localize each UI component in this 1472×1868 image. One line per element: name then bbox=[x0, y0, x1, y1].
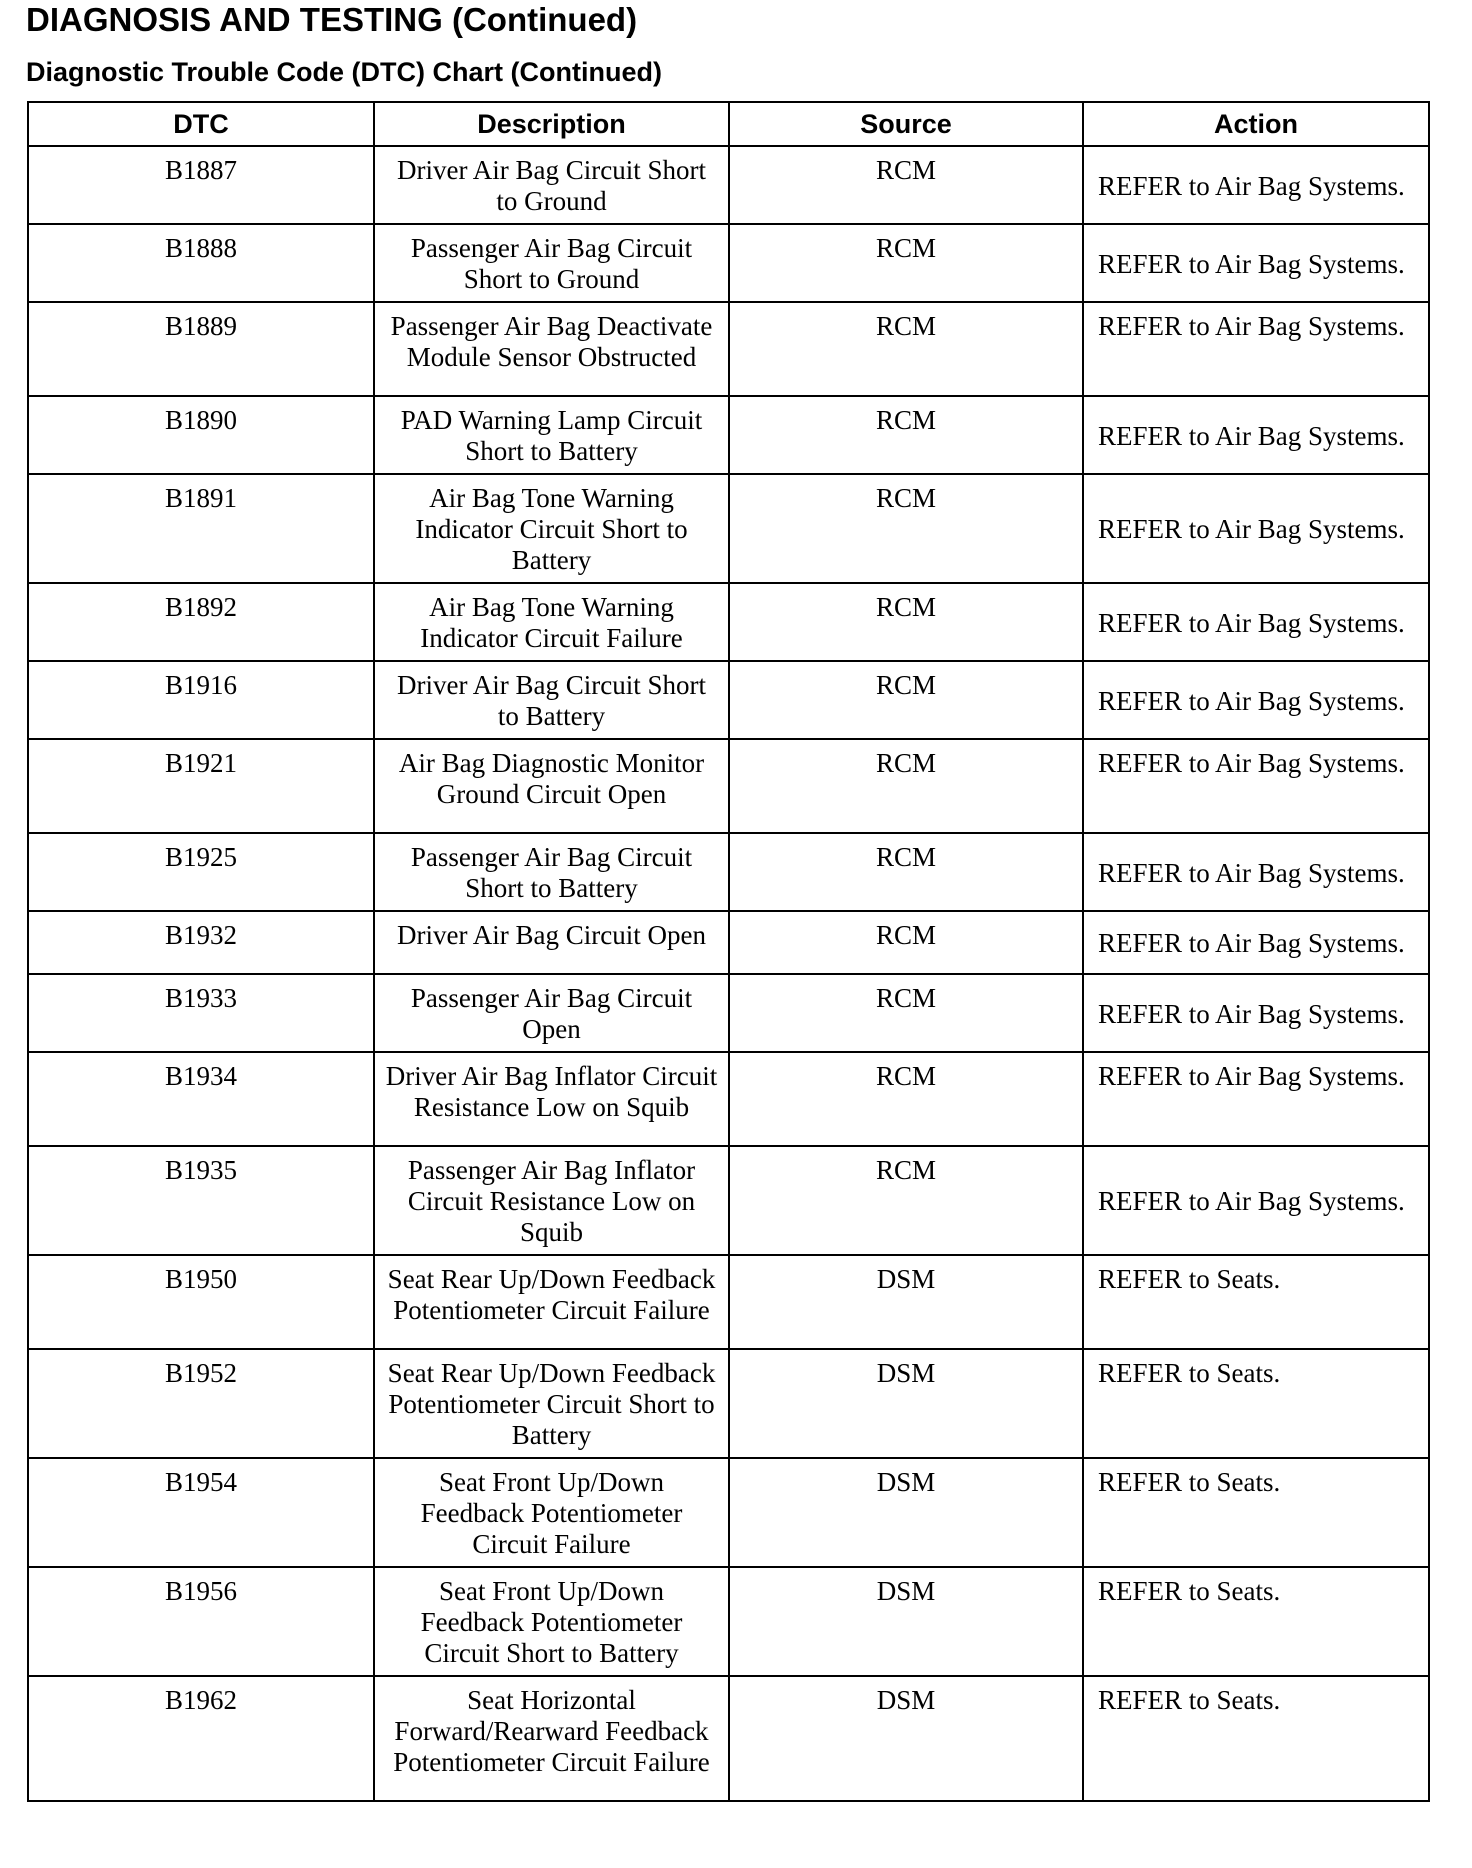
dtc-source: RCM bbox=[729, 974, 1083, 1052]
column-header-dtc: DTC bbox=[28, 102, 374, 146]
dtc-description: Air Bag Tone Warning Indicator Circuit Short to Battery bbox=[374, 474, 729, 583]
dtc-description: Air Bag Tone Warning Indicator Circuit Failure bbox=[374, 583, 729, 661]
table-row bbox=[28, 974, 1429, 1052]
dtc-source: DSM bbox=[729, 1255, 1083, 1349]
dtc-chart-table bbox=[27, 101, 1430, 1802]
dtc-description: Passenger Air Bag Deactivate Module Sensor Obstructed bbox=[374, 302, 729, 396]
table-row bbox=[28, 661, 1429, 739]
table-row bbox=[28, 1676, 1429, 1801]
dtc-source: RCM bbox=[729, 739, 1083, 833]
dtc-action: REFER to Air Bag Systems. bbox=[1083, 302, 1429, 396]
dtc-action: REFER to Seats. bbox=[1083, 1255, 1429, 1349]
dtc-description: Passenger Air Bag Circuit Short to Ground bbox=[374, 224, 729, 302]
table-row bbox=[28, 1458, 1429, 1567]
dtc-code: B1952 bbox=[28, 1349, 374, 1458]
dtc-source: RCM bbox=[729, 474, 1083, 583]
dtc-action: REFER to Air Bag Systems. bbox=[1083, 911, 1429, 974]
dtc-description: Driver Air Bag Circuit Short to Ground bbox=[374, 146, 729, 224]
dtc-code: B1921 bbox=[28, 739, 374, 833]
dtc-code: B1962 bbox=[28, 1676, 374, 1801]
dtc-code: B1954 bbox=[28, 1458, 374, 1567]
dtc-action: REFER to Air Bag Systems. bbox=[1083, 1052, 1429, 1146]
dtc-source: RCM bbox=[729, 396, 1083, 474]
dtc-code: B1916 bbox=[28, 661, 374, 739]
dtc-description: Passenger Air Bag Inflator Circuit Resistance Low on Squib bbox=[374, 1146, 729, 1255]
dtc-description: Driver Air Bag Circuit Short to Battery bbox=[374, 661, 729, 739]
dtc-action: REFER to Air Bag Systems. bbox=[1083, 474, 1429, 583]
table-row bbox=[28, 1052, 1429, 1146]
dtc-source: RCM bbox=[729, 302, 1083, 396]
dtc-code: B1891 bbox=[28, 474, 374, 583]
dtc-source: DSM bbox=[729, 1458, 1083, 1567]
dtc-code: B1956 bbox=[28, 1567, 374, 1676]
dtc-action: REFER to Seats. bbox=[1083, 1349, 1429, 1458]
dtc-code: B1950 bbox=[28, 1255, 374, 1349]
table-header-row bbox=[28, 102, 1429, 146]
dtc-source: RCM bbox=[729, 833, 1083, 911]
table-row bbox=[28, 302, 1429, 396]
dtc-source: RCM bbox=[729, 583, 1083, 661]
dtc-source: DSM bbox=[729, 1567, 1083, 1676]
table-row bbox=[28, 1567, 1429, 1676]
dtc-code: B1925 bbox=[28, 833, 374, 911]
dtc-action: REFER to Air Bag Systems. bbox=[1083, 146, 1429, 224]
table-row bbox=[28, 911, 1429, 974]
dtc-description: Seat Rear Up/Down Feedback Potentiometer Circuit Short to Battery bbox=[374, 1349, 729, 1458]
dtc-action: REFER to Air Bag Systems. bbox=[1083, 974, 1429, 1052]
dtc-action: REFER to Air Bag Systems. bbox=[1083, 1146, 1429, 1255]
dtc-description: PAD Warning Lamp Circuit Short to Battery bbox=[374, 396, 729, 474]
column-header-description: Description bbox=[374, 102, 729, 146]
dtc-action: REFER to Air Bag Systems. bbox=[1083, 739, 1429, 833]
dtc-description: Driver Air Bag Inflator Circuit Resistance Low on Squib bbox=[374, 1052, 729, 1146]
dtc-action: REFER to Seats. bbox=[1083, 1567, 1429, 1676]
table-row bbox=[28, 1146, 1429, 1255]
dtc-code: B1934 bbox=[28, 1052, 374, 1146]
dtc-description: Passenger Air Bag Circuit Short to Battery bbox=[374, 833, 729, 911]
dtc-code: B1890 bbox=[28, 396, 374, 474]
column-header-source: Source bbox=[729, 102, 1083, 146]
table-row bbox=[28, 583, 1429, 661]
table-row bbox=[28, 833, 1429, 911]
table-row bbox=[28, 396, 1429, 474]
table-row bbox=[28, 1349, 1429, 1458]
dtc-source: RCM bbox=[729, 146, 1083, 224]
section-title: Diagnostic Trouble Code (DTC) Chart (Continued) bbox=[26, 57, 662, 87]
dtc-source: DSM bbox=[729, 1349, 1083, 1458]
dtc-description: Seat Front Up/Down Feedback Potentiometer Circuit Failure bbox=[374, 1458, 729, 1567]
dtc-source: DSM bbox=[729, 1676, 1083, 1801]
table-row bbox=[28, 739, 1429, 833]
dtc-code: B1933 bbox=[28, 974, 374, 1052]
dtc-code: B1932 bbox=[28, 911, 374, 974]
dtc-action: REFER to Seats. bbox=[1083, 1676, 1429, 1801]
dtc-source: RCM bbox=[729, 1146, 1083, 1255]
dtc-source: RCM bbox=[729, 1052, 1083, 1146]
dtc-action: REFER to Seats. bbox=[1083, 1458, 1429, 1567]
dtc-description: Seat Front Up/Down Feedback Potentiometer Circuit Short to Battery bbox=[374, 1567, 729, 1676]
dtc-description: Seat Horizontal Forward/Rearward Feedback Potentiometer Circuit Failure bbox=[374, 1676, 729, 1801]
page-title: DIAGNOSIS AND TESTING (Continued) bbox=[26, 1, 638, 38]
dtc-description: Air Bag Diagnostic Monitor Ground Circuit Open bbox=[374, 739, 729, 833]
dtc-action: REFER to Air Bag Systems. bbox=[1083, 833, 1429, 911]
dtc-action: REFER to Air Bag Systems. bbox=[1083, 396, 1429, 474]
dtc-code: B1935 bbox=[28, 1146, 374, 1255]
dtc-code: B1887 bbox=[28, 146, 374, 224]
table-row bbox=[28, 474, 1429, 583]
dtc-description: Passenger Air Bag Circuit Open bbox=[374, 974, 729, 1052]
dtc-source: RCM bbox=[729, 224, 1083, 302]
dtc-action: REFER to Air Bag Systems. bbox=[1083, 583, 1429, 661]
dtc-action: REFER to Air Bag Systems. bbox=[1083, 224, 1429, 302]
table-row bbox=[28, 1255, 1429, 1349]
table-row bbox=[28, 146, 1429, 224]
dtc-action: REFER to Air Bag Systems. bbox=[1083, 661, 1429, 739]
dtc-code: B1892 bbox=[28, 583, 374, 661]
table-row bbox=[28, 224, 1429, 302]
dtc-source: RCM bbox=[729, 661, 1083, 739]
column-header-action: Action bbox=[1083, 102, 1429, 146]
dtc-source: RCM bbox=[729, 911, 1083, 974]
dtc-code: B1889 bbox=[28, 302, 374, 396]
dtc-code: B1888 bbox=[28, 224, 374, 302]
dtc-description: Seat Rear Up/Down Feedback Potentiometer Circuit Failure bbox=[374, 1255, 729, 1349]
dtc-description: Driver Air Bag Circuit Open bbox=[374, 911, 729, 974]
